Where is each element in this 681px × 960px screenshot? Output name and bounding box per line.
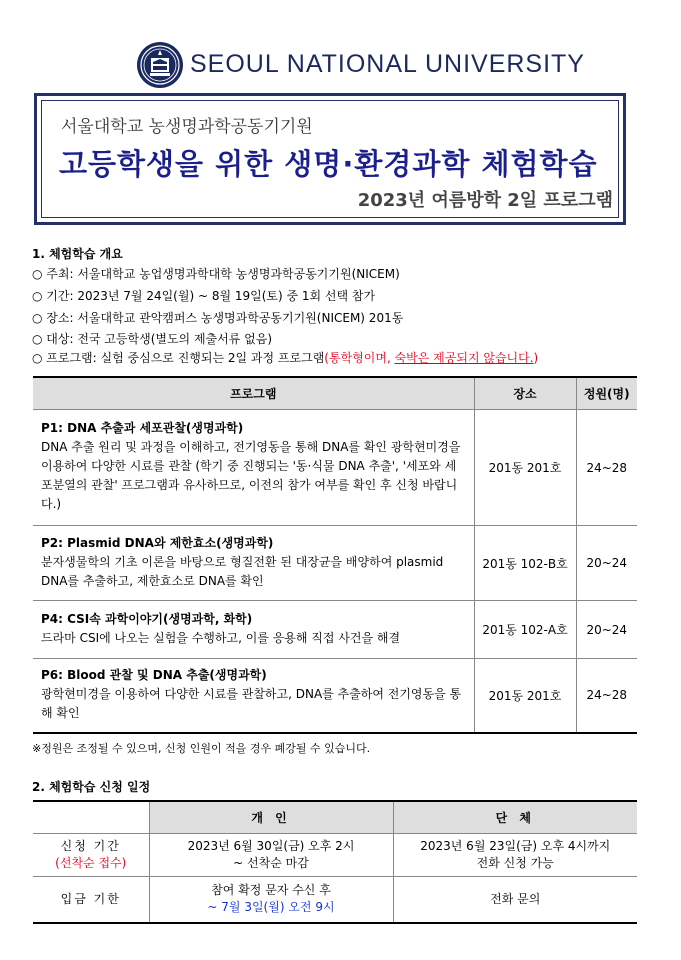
section-2-heading: 2. 체험학습 신청 일정 bbox=[32, 780, 151, 794]
capacity-header: 정원(명) bbox=[576, 377, 637, 410]
table-row bbox=[33, 601, 637, 659]
place-header: 장소 bbox=[474, 377, 576, 410]
table-row bbox=[33, 526, 637, 601]
program-title: P6: Blood 관찰 및 DNA 추출(생명과학) bbox=[41, 667, 267, 682]
program-cell bbox=[33, 526, 474, 601]
program-desc: 분자생물학의 기초 이론을 바탕으로 형질전환 된 대장균을 배양하여 plasmid DNA를 추출하고, 제한효소로 DNA를 확인 bbox=[41, 554, 444, 588]
table-row bbox=[33, 659, 637, 733]
program-cell bbox=[33, 601, 474, 659]
overview-program bbox=[32, 349, 538, 366]
individual-period-start: 2023년 6월 30일(금) 오후 2시 bbox=[187, 839, 355, 853]
program-cell bbox=[33, 659, 474, 733]
capacity-cell: 24~28 bbox=[576, 410, 637, 526]
section-1-heading: 1. 체험학습 개요 bbox=[32, 247, 123, 261]
snu-seal-icon bbox=[136, 41, 184, 89]
group-period-method: 전화 신청 가능 bbox=[476, 856, 554, 870]
program-desc: 광학현미경을 이용하여 다양한 시료를 관찰하고, DNA를 추출하여 전기영동을 통해 확인 bbox=[41, 686, 462, 720]
individual-payment-condition: 참여 확정 문자 수신 후 bbox=[211, 883, 331, 898]
table-row bbox=[33, 410, 637, 526]
individual-period-cell bbox=[149, 834, 393, 877]
page-subtitle: 2023년 여름방학 2일 프로그램 bbox=[357, 190, 613, 211]
group-header: 단 체 bbox=[393, 801, 637, 834]
overview-host: ○ 주최: 서울대학교 농업생명과학대학 농생명과학공동기기원(NICEM) bbox=[32, 267, 400, 281]
program-desc: 드라마 CSI에 나오는 실험을 수행하고, 이를 응용해 직접 사건을 해결 bbox=[41, 630, 401, 645]
schedule-table bbox=[33, 800, 637, 924]
capacity-cell: 24~28 bbox=[576, 659, 637, 733]
program-cell bbox=[33, 410, 474, 526]
individual-header: 개 인 bbox=[149, 801, 393, 834]
program-title: P4: CSI속 과학이야기(생명과학, 화학) bbox=[41, 611, 253, 626]
individual-period-end: ~ 선착순 마감 bbox=[233, 856, 309, 870]
payment-label: 입금 기한 bbox=[33, 877, 149, 923]
group-period-cell bbox=[393, 834, 637, 877]
place-cell: 201동 102-A호 bbox=[474, 601, 576, 659]
table-row bbox=[33, 877, 637, 923]
place-cell: 201동 201호 bbox=[474, 659, 576, 733]
university-name: SEOUL NATIONAL UNIVERSITY bbox=[190, 50, 585, 78]
program-title: P2: Plasmid DNA와 제한효소(생명과학) bbox=[41, 535, 274, 550]
program-table bbox=[33, 376, 637, 734]
overview-period: ○ 기간: 2023년 7월 24일(월) ~ 8월 19일(토) 중 1회 선택 참가 bbox=[32, 289, 376, 303]
group-period-deadline: 2023년 6월 23일(금) 오후 4시까지 bbox=[420, 839, 611, 853]
institute-name: 서울대학교 농생명과학공동기기원 bbox=[61, 117, 313, 137]
period-label: 신청 기간 bbox=[60, 839, 121, 853]
period-label-cell bbox=[33, 834, 149, 877]
individual-payment-cell bbox=[149, 877, 393, 923]
place-cell: 201동 102-B호 bbox=[474, 526, 576, 601]
title-box bbox=[34, 93, 626, 225]
overview-target: ○ 대상: 전국 고등학생(별도의 제출서류 없음) bbox=[32, 332, 273, 346]
period-note: (선착순 접수) bbox=[55, 856, 127, 870]
capacity-cell: 20~24 bbox=[576, 526, 637, 601]
overview-program-note-lodging: 숙박은 제공되지 않습니다. bbox=[394, 351, 534, 365]
program-desc: DNA 추출 원리 및 과정을 이해하고, 전기영동을 통해 DNA를 확인 광학현미경을 이용하여 다양한 시료를 관찰 (학기 중 진행되는 '동·식물 DNA 추출', '세포와 세포분열의 관찰' 프로그램과 유사하므로, 이전의 참가 여부를 확인 후 신청 바랍니다.) bbox=[41, 440, 461, 511]
individual-payment-deadline: ~ 7월 3일(월) 오전 9시 bbox=[207, 900, 335, 915]
program-header: 프로그램 bbox=[33, 377, 474, 410]
capacity-cell: 20~24 bbox=[576, 601, 637, 659]
overview-program-note-open: (통학형이며, bbox=[324, 351, 395, 365]
place-cell: 201동 201호 bbox=[474, 410, 576, 526]
page-title: 고등학생을 위한 생명·환경과학 체험학습 bbox=[59, 147, 598, 181]
overview-place: ○ 장소: 서울대학교 관악캠퍼스 농생명과학공동기기원(NICEM) 201동 bbox=[32, 311, 404, 325]
program-title: P1: DNA 추출과 세포관찰(생명과학) bbox=[41, 421, 244, 435]
overview-program-text: ○ 프로그램: 실험 중심으로 진행되는 2일 과정 프로그램 bbox=[32, 351, 325, 365]
header bbox=[0, 38, 681, 94]
schedule-corner bbox=[33, 801, 149, 834]
table-row bbox=[33, 834, 637, 877]
overview-program-note-close: ) bbox=[533, 351, 539, 365]
group-payment-cell: 전화 문의 bbox=[393, 877, 637, 923]
capacity-note: ※정원은 조정될 수 있으며, 신청 인원이 적을 경우 폐강될 수 있습니다. bbox=[32, 742, 371, 755]
